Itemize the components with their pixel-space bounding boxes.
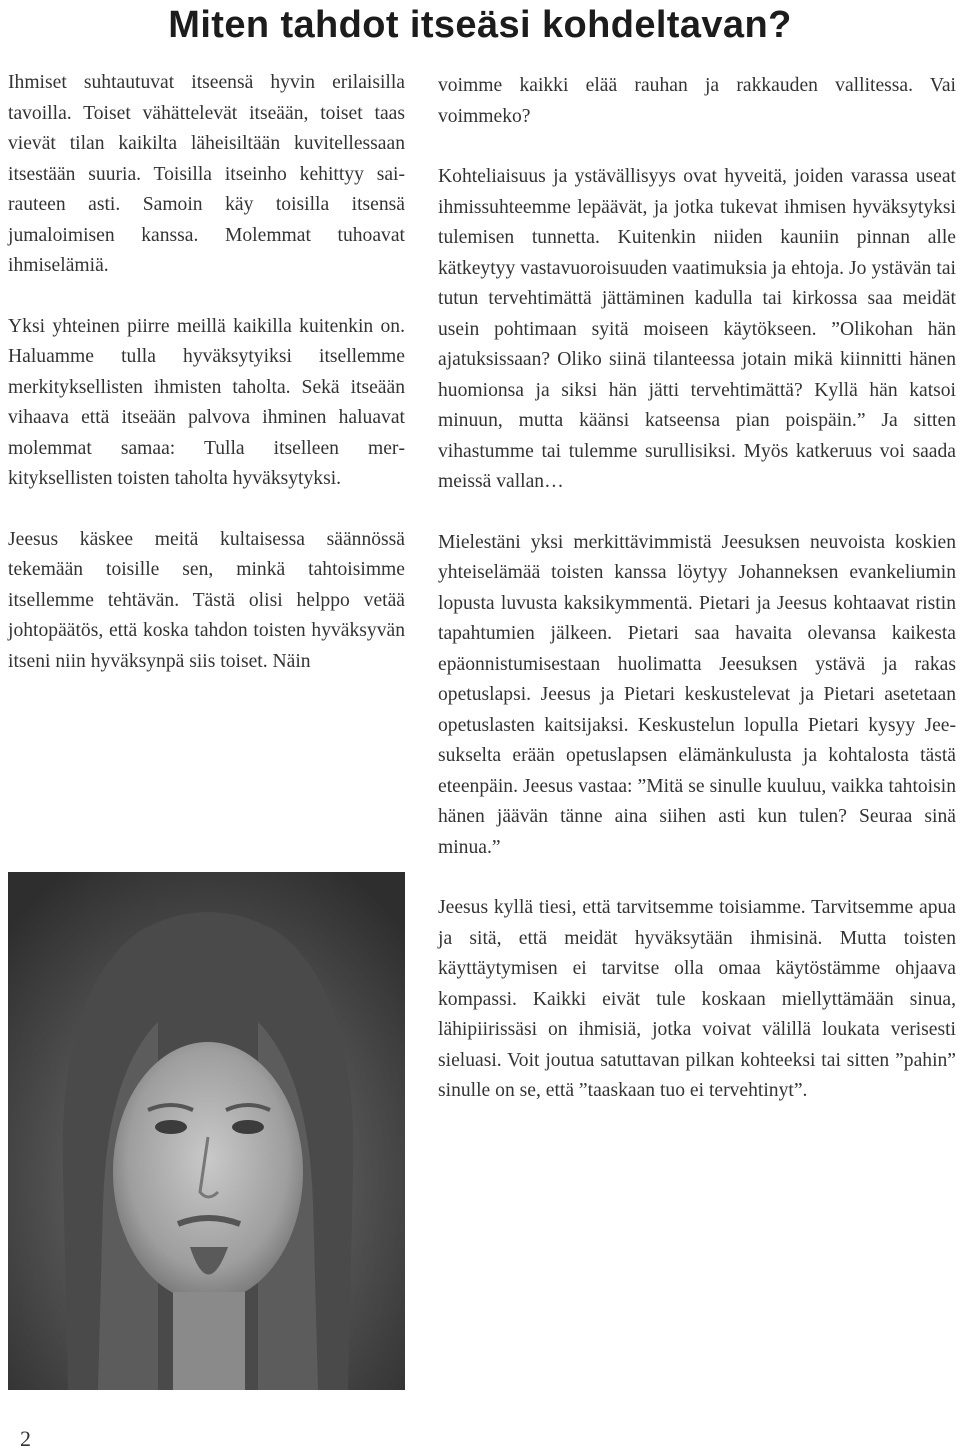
paragraph: Ihmiset suhtautuvat itseensä hyvin erilaisilla tavoilla. Toiset vähättelevät itseään, toiset taas vievät tilan kaikilta läheisiltään kuvitellessaan itsestään suuria. Toisilla itseinho kehittyy sairauteen asti. Samoin käy toisilla itsensä jumaloimisen kanssa. Molemmat tuhoavat ihmiselämiä. — [8, 72, 405, 276]
left-column — [8, 68, 405, 677]
paragraph: Mielestäni yksi merkittävimmistä Jeesuksen neuvoista koskien yhteiselämää toisten kanssa löytyy Johanneksen evankeliumin lopusta luvusta kaksikymmentä. Pietari ja Jeesus kohtaavat ristin tapahtumien jälkeen. Pietari saa havaita olevansa kaikesta epäonnistumisestaan huolimatta Jeesuksen ystävä ja rakas opetuslapsi. Jeesus ja Pietari keskustelevat ja Pietari asetetaan opetuslasten kaitsijaksi. Keskustelun lopulla Pietari kysyy Jeesukselta erään opetuslapsen elämänkulusta ja kohtalosta tästä eteenpäin. Jeesus vastaa: ”Mitä se sinulle kuuluu, vaikka tahtoisin hänen jäävän tänne aina siihen asti kun tulen? Seuraa sinä minua.” — [438, 531, 956, 858]
paragraph: Jeesus käskee meitä kultaisessa säännössä tekemään toisille sen, minkä tahtoisimme itsellemme tehtävän. Tästä olisi helppo vetää johtopäätös, että koska tahdon toisten hyväksyvän itseni niin hyväksynpä siis toiset. Näin — [8, 528, 405, 672]
paragraph: Kohteliaisuus ja ystävällisyys ovat hyveitä, joiden varassa useat ihmissuhteemme lepäävät, ja jotka tukevat ihmisen hyväksytyksi tulemisen tunnetta. Kuitenkin niiden kauniin pinnan alle kätkeytyy vastavuoroisuuden vaatimuksia ja ehtoja. Jo ystävän tai tutun tervehtimättä jättäminen kadulla tai kirkossa saa meidät usein pohtimaan syitä moiseen käytökseen. ”Olikohan hän ajatuksissaan? Oliko siinä tilanteessa jotain mikä kiinnitti hänen huomionsa ja siksi hän jätti tervehtimättä? Kyllä hän katsoi minuun, mutta käänsi katseensa pian poispäin.” Ja sitten vihastumme tai tulemme surullisiksi. Myös katkeruus voi saada meissä vallan… — [438, 166, 956, 492]
page-number: 2 — [20, 1426, 31, 1451]
paragraph: Jeesus kyllä tiesi, että tarvitsemme toisiamme. Tarvitsemme apua ja sitä, että meidät hyväksytään ihmisinä. Mutta toisten käyttäytymisen ei tarvitse olla omaa käytöstämme ohjaava kompassi. Kaikki eivät tule koskaan miellyttämään sinua, lähipiirissäsi on ihmisiä, jotka voivat välillä loukata verisesti sieluasi. Voit joutua satuttavan pilkan kohteeksi tai sitten ”pahin” sinulle on se, että ”taaskaan tuo ei tervehtinyt”. — [438, 897, 956, 1101]
paragraph: voimme kaikki elää rauhan ja rakkauden vallitessa. Vai voimmeko? — [438, 75, 956, 127]
article-title: Miten tahdot itseäsi kohdeltavan? — [168, 4, 792, 46]
paragraph: Yksi yhteinen piirre meillä kaikilla kuitenkin on. Haluamme tulla hyväksytyiksi itsellemme merkityksellisten ihmisten taholta. Sekä itseään vihaava että itseään palvova ihminen haluavat molemmat samaa: Tulla itselleen merkityksellisten toisten taholta hyväksytyksi. — [8, 315, 405, 489]
right-column — [438, 71, 956, 1107]
author-portrait-photo — [8, 872, 405, 1390]
